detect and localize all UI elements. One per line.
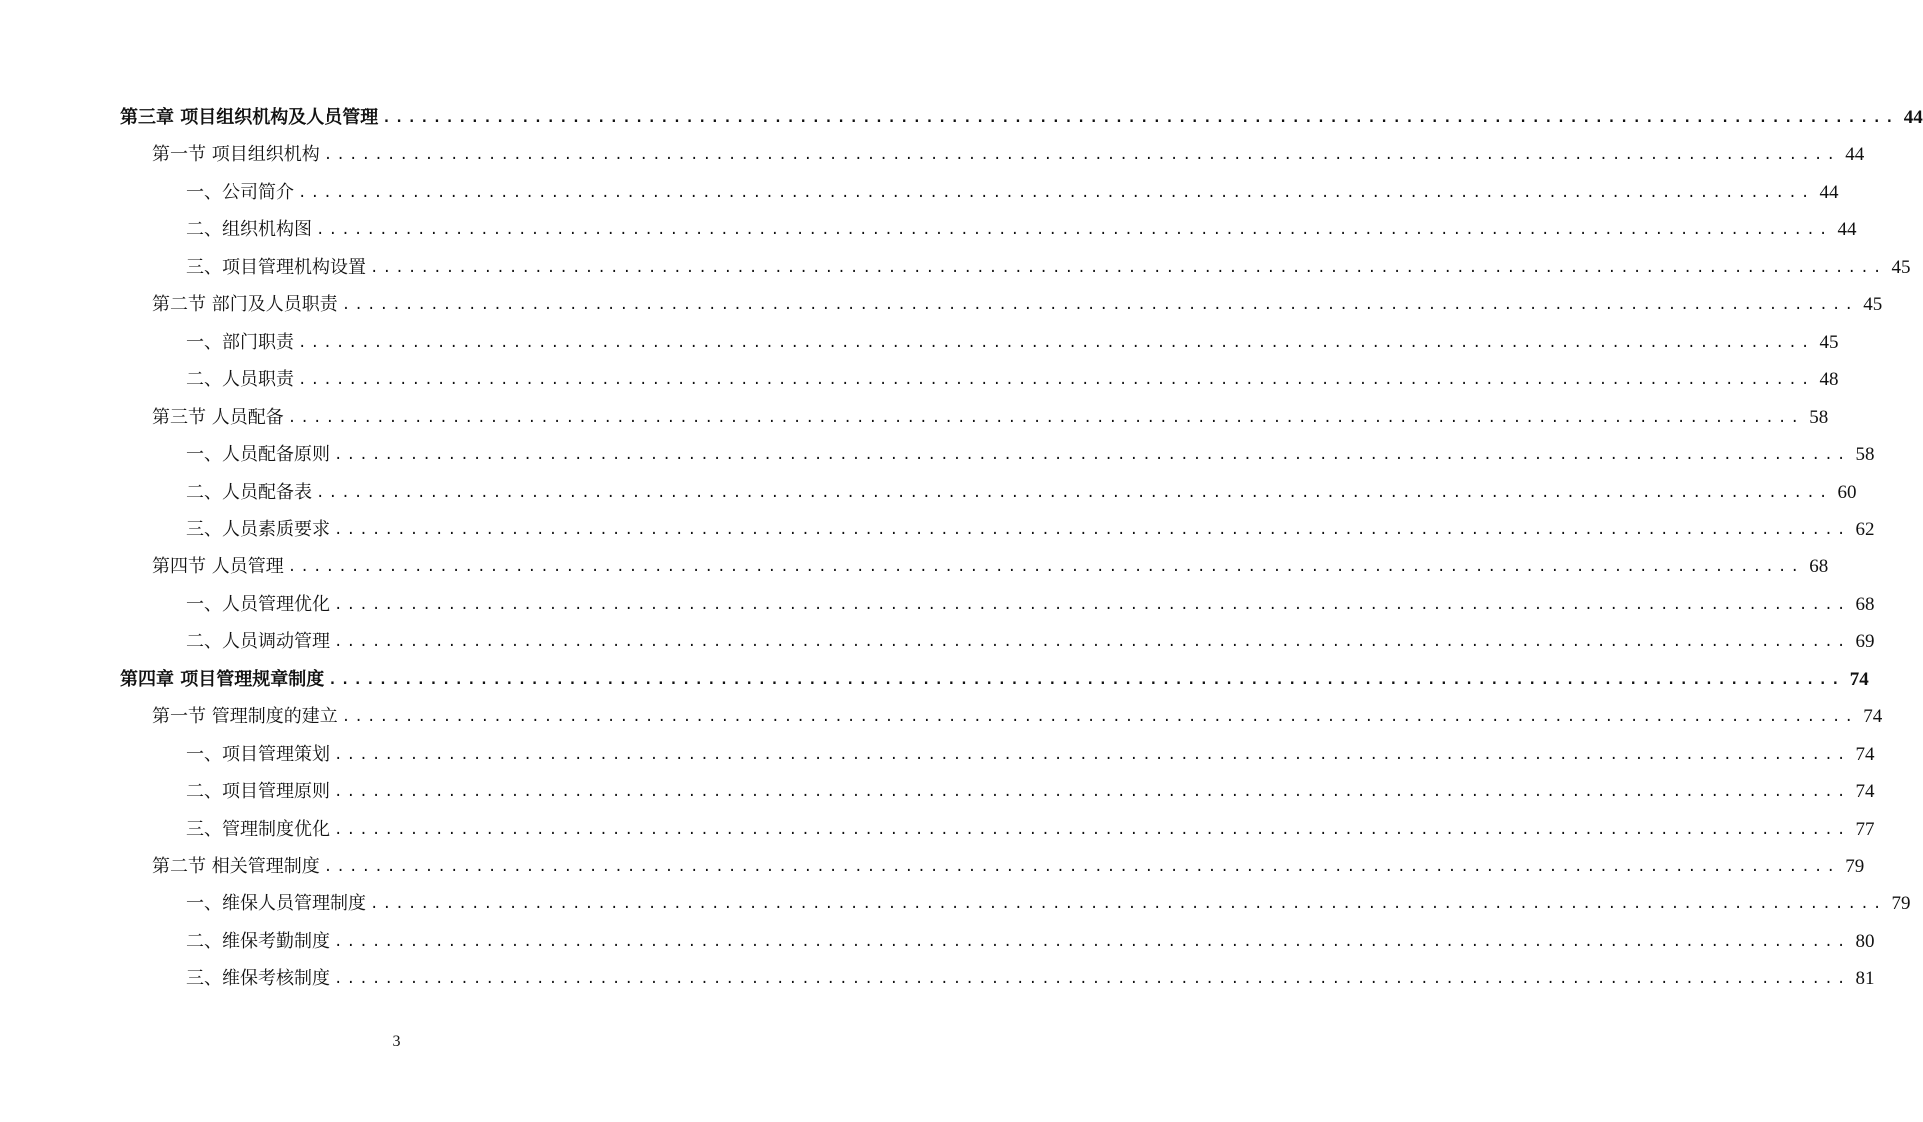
toc-entry-page: 74 [1855,743,1875,765]
toc-entry-title: 第一节 项目组织机构 [152,144,320,166]
toc-entry-title: 一、项目管理策划 [186,743,330,765]
toc-subsection-entry [186,215,1857,245]
toc-subsection-entry [186,178,1839,208]
toc-entry-page: 48 [1819,369,1839,391]
toc-entry-title: 第三章 项目组织机构及人员管理 [120,107,379,128]
toc-entry-page: 44 [1845,144,1865,166]
toc-dot-leader: ........................................................................................................................ [323,147,1840,164]
toc-dot-leader: ........................................................................................................................ [334,746,1850,763]
toc-entry-title: 二、人员调动管理 [186,631,330,653]
toc-entry-page: 74 [1849,668,1869,690]
toc-dot-leader: ........................................................................................................................ [334,596,1850,613]
toc-entry-page: 74 [1855,781,1875,803]
toc-subsection-entry [186,815,1875,845]
toc-entry-page: 68 [1855,593,1875,615]
toc-section-entry [152,140,1865,170]
toc-entry-page: 77 [1855,818,1875,840]
toc-entry-page: 60 [1837,481,1857,503]
toc-entry-page: 74 [1863,706,1883,728]
toc-section-entry [152,702,1883,732]
toc-subsection-entry [186,478,1857,508]
toc-entry-page: 58 [1809,406,1829,428]
toc-entry-page: 69 [1855,631,1875,653]
toc-entry-title: 二、人员职责 [186,369,294,391]
toc-dot-leader: ........................................................................................................................ [334,634,1850,651]
toc-subsection-entry [186,964,1875,994]
toc-subsection-entry [186,627,1875,657]
toc-dot-leader: ........................................................................................................................ [370,259,1886,276]
toc-subsection-entry [186,777,1875,807]
toc-dot-leader: ........................................................................................................................ [316,484,1832,501]
toc-entry-title: 三、管理制度优化 [186,818,330,840]
toc-entry-page: 81 [1855,968,1875,990]
toc-section-entry [152,403,1829,433]
toc-entry-page: 45 [1891,256,1911,278]
toc-dot-leader: ........................................................................................................................ [370,896,1886,913]
toc-dot-leader: ........................................................................................................................ [298,184,1814,201]
toc-subsection-entry [186,590,1875,620]
toc-dot-leader: ........................................................................................................................ [298,372,1814,389]
toc-entry-title: 一、公司简介 [186,181,294,203]
toc-dot-leader: ........................................................................................................................ [334,933,1850,950]
toc-entry-title: 三、项目管理机构设置 [186,256,366,278]
toc-subsection-entry [186,515,1875,545]
toc-entry-title: 二、人员配备表 [186,481,312,503]
toc-entry-title: 一、人员管理优化 [186,593,330,615]
toc-dot-leader: ........................................................................................................................ [298,334,1814,351]
toc-section-entry [152,290,1883,320]
toc-entry-title: 第四章 项目管理规章制度 [120,668,325,690]
toc-chapter-entry [120,103,1923,133]
toc-dot-leader: ........................................................................................................................ [334,971,1850,988]
toc-subsection-entry [186,889,1911,919]
toc-entry-page: 68 [1809,556,1829,578]
toc-section-entry [152,852,1865,882]
toc-entry-title: 二、组织机构图 [186,219,312,241]
toc-dot-leader: ........................................................................................................................ [334,821,1850,838]
toc-entry-title: 一、维保人员管理制度 [186,893,366,915]
toc-dot-leader: ........................................................................................................................ [334,521,1850,538]
toc-entry-page: 45 [1863,294,1883,316]
toc-entry-page: 45 [1819,331,1839,353]
toc-entry-title: 第二节 部门及人员职责 [152,294,338,316]
toc-entry-page: 62 [1855,518,1875,540]
toc-entry-page: 58 [1855,444,1875,466]
toc-dot-leader: ........................................................................................................................ [341,709,1858,726]
toc-subsection-entry [186,440,1875,470]
toc-subsection-entry [186,740,1875,770]
page-number: 3 [392,1033,401,1050]
toc-entry-title: 第一节 管理制度的建立 [152,706,338,728]
toc-dot-leader: ........................................................................................................................ [287,409,1804,426]
toc-dot-leader: ........................................................................................................................ [287,559,1804,576]
toc-section-entry [152,552,1829,582]
toc-dot-leader: ........................................................................................................................ [328,671,1844,688]
toc-dot-leader: ........................................................................................................................ [382,110,1898,126]
toc-subsection-entry [186,328,1839,358]
toc-entry-title: 第三节 人员配备 [152,406,284,428]
toc-entry-page: 44 [1819,181,1839,203]
toc-entry-title: 二、项目管理原则 [186,781,330,803]
toc-dot-leader: ........................................................................................................................ [323,859,1840,875]
toc-subsection-entry [186,253,1911,283]
toc-entry-page: 44 [1903,107,1923,128]
toc-entry-title: 第二节 相关管理制度 [152,856,320,877]
toc-entry-title: 一、人员配备原则 [186,444,330,466]
toc-dot-leader: ........................................................................................................................ [341,297,1858,314]
toc-subsection-entry [186,927,1875,957]
toc-entry-title: 三、维保考核制度 [186,968,330,990]
toc-dot-leader: ........................................................................................................................ [334,447,1850,464]
toc-entry-page: 80 [1855,930,1875,952]
toc-dot-leader: ........................................................................................................................ [316,222,1832,239]
toc-entry-title: 第四节 人员管理 [152,556,284,578]
toc-entry-page: 44 [1837,219,1857,241]
toc-entry-title: 一、部门职责 [186,331,294,353]
toc-entry-title: 二、维保考勤制度 [186,930,330,952]
toc-entry-title: 三、人员素质要求 [186,518,330,540]
toc-chapter-entry [120,665,1869,695]
toc-subsection-entry [186,365,1839,395]
toc-dot-leader: ........................................................................................................................ [334,784,1850,801]
toc-entry-page: 79 [1891,893,1911,915]
toc-entry-page: 79 [1845,856,1865,877]
